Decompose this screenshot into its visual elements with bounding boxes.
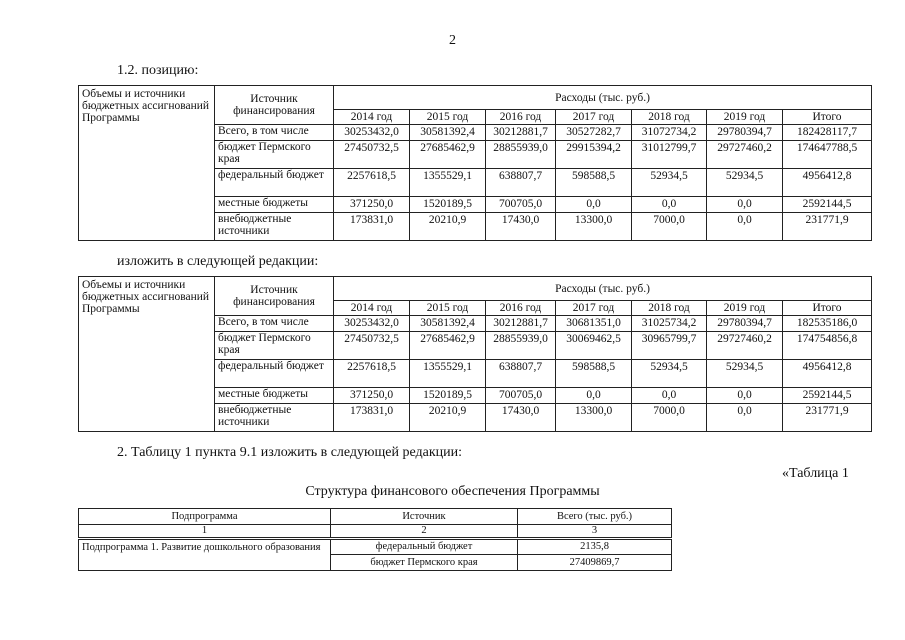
- value-cell: 638807,7: [486, 169, 556, 197]
- value-cell: 0,0: [556, 197, 632, 213]
- structure-header-row: [79, 509, 672, 525]
- value-cell: 0,0: [632, 388, 707, 404]
- value-cell: 27685462,9: [410, 332, 486, 360]
- year-header: 2019 год: [707, 110, 783, 125]
- source-cell: Всего, в том числе: [215, 316, 334, 332]
- value-cell: 0,0: [707, 404, 783, 432]
- amend-phrase: изложить в следующей редакции:: [117, 254, 319, 269]
- value-cell: 7000,0: [632, 404, 707, 432]
- item-1-2-heading: 1.2. позицию:: [117, 63, 199, 78]
- value-cell: 598588,5: [556, 360, 632, 388]
- source-cell: бюджет Пермского края: [215, 141, 334, 169]
- value-cell: 28855939,0: [486, 141, 556, 169]
- value-cell: 173831,0: [334, 213, 410, 241]
- value-cell: 17430,0: [486, 404, 556, 432]
- expenses-header-cell: Расходы (тыс. руб.): [334, 277, 872, 301]
- value-cell: 2257618,5: [334, 169, 410, 197]
- value-cell: 638807,7: [486, 360, 556, 388]
- value-cell: 0,0: [707, 197, 783, 213]
- value-cell: 52934,5: [707, 360, 783, 388]
- value-cell: 52934,5: [632, 360, 707, 388]
- total-header: Всего (тыс. руб.): [518, 509, 672, 525]
- value-cell: 30253432,0: [334, 316, 410, 332]
- value-cell: 700705,0: [486, 197, 556, 213]
- year-header: 2015 год: [410, 110, 486, 125]
- column-number: 1: [79, 525, 331, 539]
- value-cell: 30212881,7: [486, 125, 556, 141]
- year-header: 2019 год: [707, 301, 783, 316]
- value-cell: 371250,0: [334, 197, 410, 213]
- source-cell: внебюджетные источники: [215, 404, 334, 432]
- value-cell: 182535186,0: [783, 316, 872, 332]
- value-cell: 20210,9: [410, 213, 486, 241]
- year-header: 2018 год: [632, 301, 707, 316]
- column-number: 3: [518, 525, 672, 539]
- subprogram-header: Подпрограмма: [79, 509, 331, 525]
- value-cell: 0,0: [632, 197, 707, 213]
- expenses-header-cell: Расходы (тыс. руб.): [334, 86, 872, 110]
- value-cell: 30965799,7: [632, 332, 707, 360]
- funding-table-new: [78, 276, 872, 432]
- source-header-cell: Источник финансирования: [215, 277, 334, 316]
- column-number-row: [79, 525, 672, 539]
- value-cell: 27450732,5: [334, 141, 410, 169]
- program-header-cell: Объемы и источники бюджетных ассигнований Программы: [79, 86, 215, 241]
- value-cell: 30212881,7: [486, 316, 556, 332]
- total-cell: 27409869,7: [518, 555, 672, 571]
- year-header: Итого: [783, 301, 872, 316]
- year-header: Итого: [783, 110, 872, 125]
- value-cell: 28855939,0: [486, 332, 556, 360]
- value-cell: 30581392,4: [410, 125, 486, 141]
- page-number: 2: [449, 33, 456, 48]
- source-cell: бюджет Пермского края: [331, 555, 518, 571]
- year-header: 2016 год: [486, 301, 556, 316]
- source-header-cell: Источник финансирования: [215, 86, 334, 125]
- source-header: Источник: [331, 509, 518, 525]
- source-cell: местные бюджеты: [215, 197, 334, 213]
- value-cell: 371250,0: [334, 388, 410, 404]
- year-header: 2017 год: [556, 110, 632, 125]
- value-cell: 174647788,5: [783, 141, 872, 169]
- table-reference: «Таблица 1: [782, 466, 849, 481]
- year-header: 2017 год: [556, 301, 632, 316]
- item-2-paragraph: 2. Таблицу 1 пункта 9.1 изложить в следующей редакции:: [117, 445, 463, 460]
- value-cell: 174754856,8: [783, 332, 872, 360]
- value-cell: 4956412,8: [783, 360, 872, 388]
- value-cell: 31025734,2: [632, 316, 707, 332]
- value-cell: 4956412,8: [783, 169, 872, 197]
- value-cell: 173831,0: [334, 404, 410, 432]
- value-cell: 182428117,7: [783, 125, 872, 141]
- value-cell: 13300,0: [556, 404, 632, 432]
- value-cell: 0,0: [707, 388, 783, 404]
- value-cell: 1520189,5: [410, 197, 486, 213]
- value-cell: 30581392,4: [410, 316, 486, 332]
- funding-table-old: [78, 85, 872, 241]
- value-cell: 27450732,5: [334, 332, 410, 360]
- year-header: 2016 год: [486, 110, 556, 125]
- year-header: 2014 год: [334, 301, 410, 316]
- value-cell: 1355529,1: [410, 360, 486, 388]
- value-cell: 29780394,7: [707, 125, 783, 141]
- value-cell: 2592144,5: [783, 197, 872, 213]
- value-cell: 0,0: [707, 213, 783, 241]
- value-cell: 30681351,0: [556, 316, 632, 332]
- source-cell: федеральный бюджет: [331, 539, 518, 555]
- subprogram-cell: Подпрограмма 1. Развитие дошкольного образования: [79, 539, 331, 571]
- source-cell: федеральный бюджет: [215, 360, 334, 388]
- value-cell: 1355529,1: [410, 169, 486, 197]
- value-cell: 13300,0: [556, 213, 632, 241]
- value-cell: 52934,5: [632, 169, 707, 197]
- value-cell: 29727460,2: [707, 141, 783, 169]
- value-cell: 30069462,5: [556, 332, 632, 360]
- value-cell: 29780394,7: [707, 316, 783, 332]
- column-number: 2: [331, 525, 518, 539]
- table-row: [79, 539, 672, 555]
- total-cell: 2135,8: [518, 539, 672, 555]
- value-cell: 30253432,0: [334, 125, 410, 141]
- source-cell: местные бюджеты: [215, 388, 334, 404]
- value-cell: 700705,0: [486, 388, 556, 404]
- value-cell: 598588,5: [556, 169, 632, 197]
- source-cell: бюджет Пермского края: [215, 332, 334, 360]
- value-cell: 231771,9: [783, 213, 872, 241]
- structure-title: Структура финансового обеспечения Программы: [305, 484, 600, 499]
- program-header-cell: Объемы и источники бюджетных ассигнований Программы: [79, 277, 215, 432]
- source-cell: федеральный бюджет: [215, 169, 334, 197]
- value-cell: 27685462,9: [410, 141, 486, 169]
- value-cell: 0,0: [556, 388, 632, 404]
- source-cell: внебюджетные источники: [215, 213, 334, 241]
- value-cell: 52934,5: [707, 169, 783, 197]
- value-cell: 2592144,5: [783, 388, 872, 404]
- value-cell: 7000,0: [632, 213, 707, 241]
- value-cell: 20210,9: [410, 404, 486, 432]
- value-cell: 31072734,2: [632, 125, 707, 141]
- value-cell: 2257618,5: [334, 360, 410, 388]
- value-cell: 1520189,5: [410, 388, 486, 404]
- value-cell: 30527282,7: [556, 125, 632, 141]
- value-cell: 29915394,2: [556, 141, 632, 169]
- value-cell: 17430,0: [486, 213, 556, 241]
- year-header: 2014 год: [334, 110, 410, 125]
- value-cell: 31012799,7: [632, 141, 707, 169]
- value-cell: 231771,9: [783, 404, 872, 432]
- source-cell: Всего, в том числе: [215, 125, 334, 141]
- year-header: 2018 год: [632, 110, 707, 125]
- structure-table: [78, 508, 672, 571]
- value-cell: 29727460,2: [707, 332, 783, 360]
- year-header: 2015 год: [410, 301, 486, 316]
